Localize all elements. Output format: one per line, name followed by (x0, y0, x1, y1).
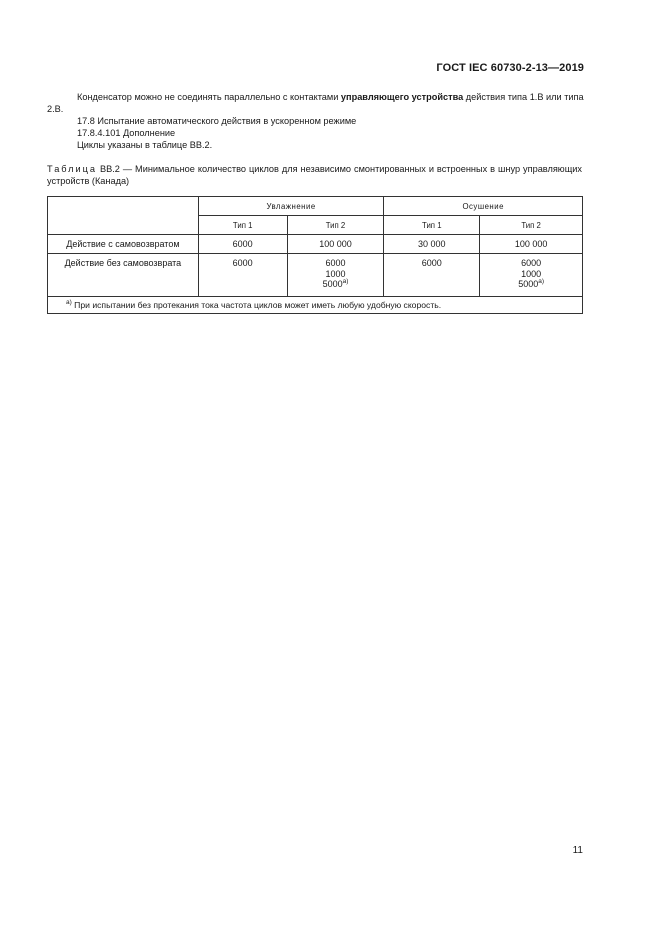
table-subheader: Тип 2 (480, 216, 583, 235)
table-cell: 6000 (384, 254, 480, 297)
cell-value: 1000 (521, 268, 542, 279)
table-footnote (48, 297, 583, 314)
cycles-table (47, 196, 583, 314)
cell-value-with-note (480, 279, 582, 290)
table-cell-multi (287, 254, 384, 297)
table-subheader: Тип 2 (287, 216, 384, 235)
table-row (48, 254, 583, 297)
cell-value: 5000 (518, 279, 539, 289)
cell-value: 6000 (521, 258, 542, 268)
table-header-drying: Осушение (384, 197, 583, 216)
table-row (48, 235, 583, 254)
section-17-8-heading: 17.8 Испытание автоматического действия в ускоренном режиме (77, 116, 357, 126)
cell-value-with-note (288, 279, 384, 290)
table-cell: 30 000 (384, 235, 480, 254)
section-17-8-4-101-heading: 17.8.4.101 Дополнение (77, 128, 176, 138)
table-header-row-groups (48, 197, 583, 216)
footnote-mark: а) (538, 278, 544, 285)
cell-value: 5000 (322, 279, 343, 289)
footnote-mark: а) (342, 278, 349, 285)
row-label: Действие с самовозвратом (48, 235, 199, 254)
paragraph-capacitor-text-2: действия типа 1.B или типа 2.B. (47, 92, 584, 114)
table-footnote-row (48, 297, 583, 314)
standard-designation: ГОСТ IEC 60730-2-13—2019 (436, 62, 584, 74)
table-subheader: Тип 1 (198, 216, 287, 235)
table-header-empty (48, 197, 199, 235)
table-subheader: Тип 1 (384, 216, 480, 235)
cell-value: 1000 (325, 268, 346, 279)
table-cell: 6000 (198, 235, 287, 254)
footnote-text: При испытании без протекания тока частота циклов может иметь любую удобную скорость. (71, 300, 442, 310)
footnote-mark: а) (66, 299, 72, 307)
table-caption (47, 164, 582, 187)
cycles-reference-text: Циклы указаны в таблице ВВ.2. (77, 140, 213, 150)
cell-value: 6000 (325, 258, 346, 268)
paragraph-capacitor (47, 92, 584, 115)
table-cell-multi (480, 254, 583, 297)
table-caption-number: ВВ.2 (100, 164, 120, 174)
table-cell: 100 000 (287, 235, 384, 254)
page-number: 11 (572, 845, 583, 856)
table-caption-label: Таблица (47, 164, 98, 174)
table-cell: 6000 (198, 254, 287, 297)
table-caption-text: — Минимальное количество циклов для независимо смонтированных и встроенных в шнур управляющих устройств (Канада) (47, 164, 582, 186)
paragraph-capacitor-bold: управляющего устройства (340, 92, 464, 102)
table-cell: 100 000 (480, 235, 583, 254)
paragraph-capacitor-text-1: Конденсатор можно не соединять параллельно с контактами (77, 92, 341, 102)
row-label: Действие без самовозврата (48, 254, 199, 297)
table-header-humidification: Увлажнение (198, 197, 384, 216)
